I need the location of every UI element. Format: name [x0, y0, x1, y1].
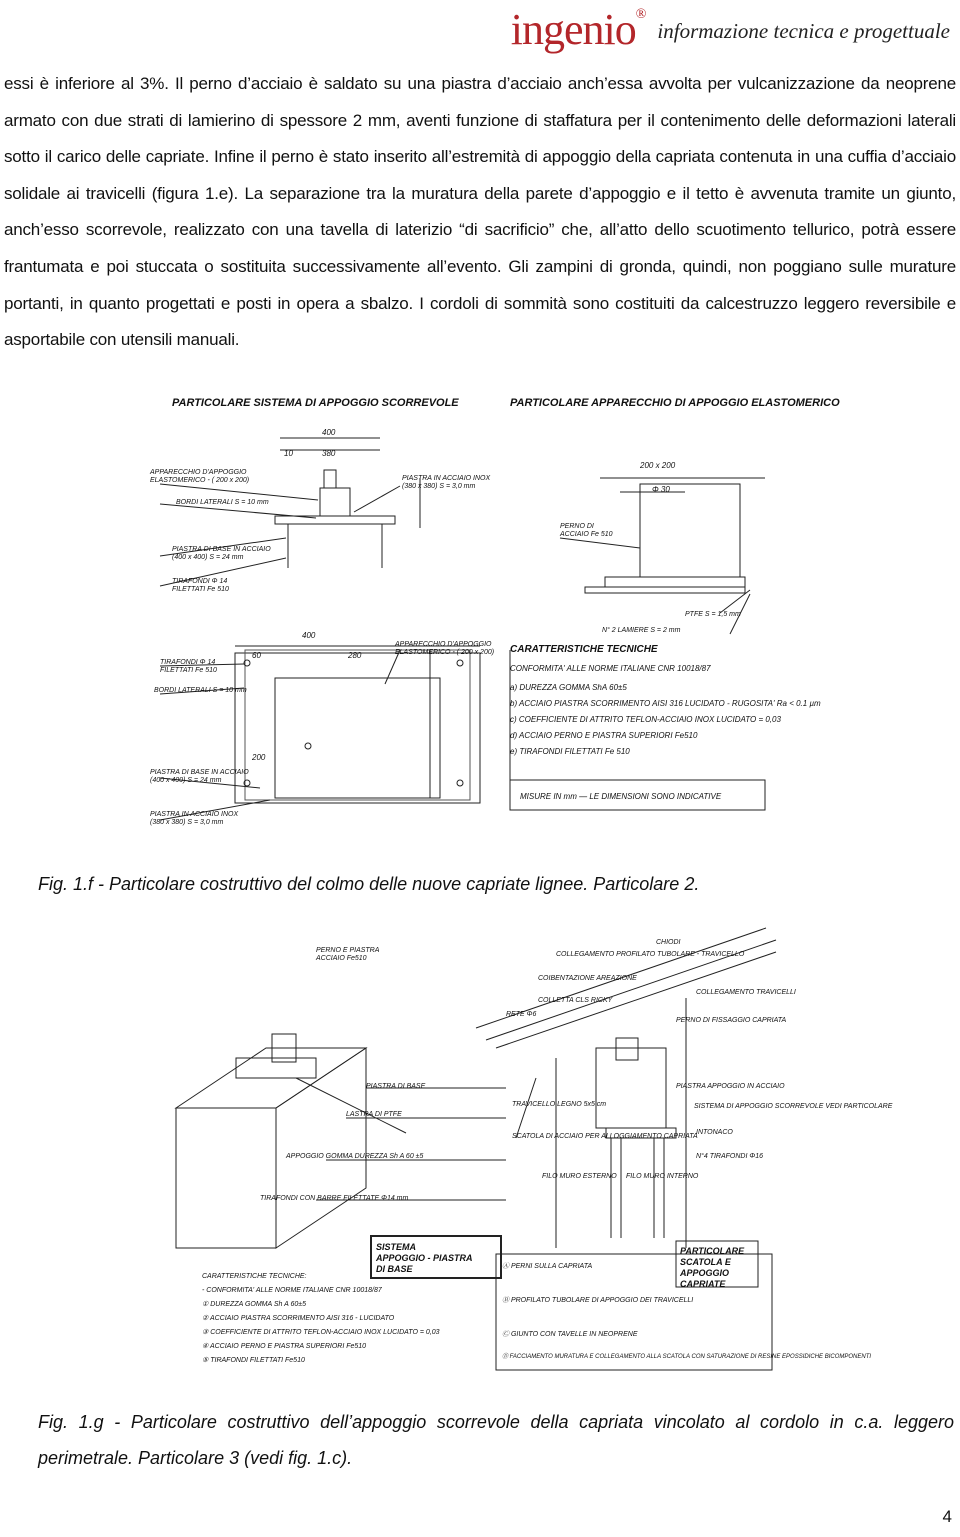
label-scatola-e: SCATOLA E — [680, 1257, 731, 1267]
plan-label-apparecchio: APPARECCHIO D'APPOGGIO — [395, 641, 492, 648]
label-acciaio-fe510: ACCIAIO Fe510 — [316, 955, 367, 962]
label-capriate: CAPRIATE — [680, 1279, 726, 1289]
label-piastra-inox: PIASTRA IN ACCIAIO INOX — [402, 475, 491, 482]
label-sistema-appoggio: SISTEMA DI APPOGGIO SCORREVOLE VEDI PARTICOLARE — [694, 1103, 893, 1110]
label-filo-interno: FILO MURO INTERNO — [626, 1173, 699, 1180]
label-elastomerico: ELASTOMERICO - ( 200 x 200) — [150, 477, 250, 484]
label-apparecchio: APPARECCHIO D'APPOGGIO — [150, 469, 247, 476]
label-piastra-inox-dim: (380 x 380) S = 3,0 mm — [402, 483, 476, 490]
label-gomma: APPOGGIO GOMMA DUREZZA Sh A 60 ±5 — [286, 1153, 424, 1160]
label-note-b: Ⓑ PROFILATO TUBOLARE DI APPOGGIO DEI TRAVICELLI — [502, 1297, 694, 1304]
label-tirafondi: TIRAFONDI CON BARRE FILETTATE Φ14 mm — [260, 1195, 409, 1202]
dim-plan-200: 200 — [252, 753, 266, 762]
dim-plan-400: 400 — [302, 631, 316, 640]
header-tagline: informazione tecnica e progettuale — [657, 19, 950, 43]
label-tirafondi-16: N°4 TIRAFONDI Φ16 — [696, 1153, 764, 1160]
label-note-c: Ⓒ GIUNTO CON TAVELLE IN NEOPRENE — [502, 1331, 638, 1338]
label-caratteristiche: CARATTERISTICHE TECNICHE: — [202, 1273, 307, 1280]
label-coibentazione: COIBENTAZIONE AREAZIONE — [538, 975, 637, 982]
specs-conform: CONFORMITA' ALLE NORME ITALIANE CNR 10018/87 — [510, 664, 711, 673]
label-intonaco: INTONACO — [696, 1129, 733, 1136]
label-collegamento-travicelli: COLLEGAMENTO TRAVICELLI — [696, 989, 796, 996]
label-item-1: ① DUREZZA GOMMA Sh A 60±5 — [202, 1301, 306, 1308]
label-piastra-base-dim: (400 x 400) S = 24 mm — [172, 554, 244, 561]
label-particolare: PARTICOLARE — [680, 1246, 745, 1256]
specs-title: CARATTERISTICHE TECNICHE — [510, 644, 658, 655]
label-piastra-appoggio: PIASTRA APPOGGIO IN ACCIAIO — [676, 1083, 785, 1090]
specs-b: b) ACCIAIO PIASTRA SCORRIMENTO AISI 316 LUCIDATO - RUGOSITA' Ra < 0.1 µm — [510, 699, 821, 708]
specs-e: e) TIRAFONDI FILETTATI Fe 510 — [510, 747, 630, 756]
plan-label-elastomerico: ELASTOMERICO - ( 200 x 200) — [395, 649, 495, 656]
label-appoggio: APPOGGIO — [680, 1268, 730, 1278]
dim-400: 400 — [322, 428, 336, 437]
label-item-4: ④ ACCIAIO PERNO E PIASTRA SUPERIORI Fe510 — [202, 1343, 367, 1350]
plan-label-filettati: FILETTATI Fe 510 — [160, 667, 217, 674]
plan-label-piastra-base-dim: (400 x 400) S = 24 mm — [150, 777, 222, 784]
label-note-d: Ⓓ FACCIAMENTO MURATURA E COLLEGAMENTO ALLA SCATOLA CON SATURAZIONE DI RESINE EPOSSIDICHE BICOMPONENTI — [502, 1354, 872, 1360]
plan-label-piastra-base: PIASTRA DI BASE IN ACCIAIO — [150, 769, 249, 776]
label-travicello: TRAVICELLO LEGNO 5x5 cm — [512, 1101, 607, 1108]
dim-200x200: 200 x 200 — [640, 461, 676, 470]
label-item-2: ② ACCIAIO PIASTRA SCORRIMENTO AISI 316 - LUCIDATO — [202, 1315, 395, 1322]
label-lamiere: N° 2 LAMIERE S = 2 mm — [602, 627, 681, 634]
caption-fig-1g-text: Fig. 1.g - Particolare costruttivo dell’appoggio scorrevole della capriata vincolato al cordolo in c.a. leggero perimetrale. Particolare 3 (vedi fig. 1.c). — [38, 1412, 954, 1468]
figure-1f-drawing — [140, 388, 840, 850]
label-chiodi: CHIODI — [656, 939, 681, 946]
label-di-base: DI BASE — [376, 1264, 413, 1274]
page-number: 4 — [942, 1507, 952, 1526]
page-header — [511, 0, 950, 52]
dim-plan-280: 280 — [348, 651, 362, 660]
label-scatola: SCATOLA DI ACCIAIO PER ALLOGGIAMENTO CAPRIATA — [512, 1133, 698, 1140]
label-item-5: ⑤ TIRAFONDI FILETTATI Fe510 — [202, 1357, 305, 1364]
plan-label-tirafondi: TIRAFONDI Φ 14 — [160, 659, 216, 666]
label-filo-esterno: FILO MURO ESTERNO — [542, 1173, 617, 1180]
ingenio-logo: ingenio® — [510, 5, 646, 54]
specs-c: c) COEFFICIENTE DI ATTRITO TEFLON-ACCIAIO INOX LUCIDATO = 0,03 — [510, 715, 781, 724]
label-item-3: ③ COEFFICIENTE DI ATTRITO TEFLON-ACCIAIO INOX LUCIDATO = 0,03 — [202, 1329, 440, 1336]
label-ptfe: PTFE S = 1,5 mm — [685, 611, 741, 618]
label-perno-piastra: PERNO E PIASTRA — [316, 947, 380, 954]
label-note-a: Ⓐ PERNI SULLA CAPRIATA — [502, 1263, 593, 1270]
label-piastra-base: PIASTRA DI BASE — [366, 1083, 426, 1090]
label-tirafondi: TIRAFONDI Φ 14 — [172, 578, 228, 585]
specs-note: MISURE IN mm — LE DIMENSIONI SONO INDICATIVE — [520, 792, 722, 801]
title-left: PARTICOLARE SISTEMA DI APPOGGIO SCORREVOLE — [172, 397, 459, 409]
title-right: PARTICOLARE APPARECCHIO DI APPOGGIO ELASTOMERICO — [510, 397, 840, 409]
dim-plan-60: 60 — [252, 651, 261, 660]
label-perno: PERNO DI — [560, 523, 594, 530]
caption-fig-1f: Fig. 1.f - Particolare costruttivo del colmo delle nuove capriate lignee. Particolare 2. — [38, 874, 700, 894]
plan-label-bordi: BORDI LATERALI S = 10 mm — [154, 687, 247, 694]
figure-1g-drawing — [176, 938, 893, 1368]
label-ptfe: LASTRA DI PTFE — [346, 1111, 402, 1118]
label-piastra-base: PIASTRA DI BASE IN ACCIAIO — [172, 546, 271, 553]
body-text — [4, 66, 956, 359]
label-appoggio-piastra: APPOGGIO - PIASTRA — [376, 1253, 473, 1263]
dim-380: 380 — [322, 449, 336, 458]
label-collegamento-profilato: COLLEGAMENTO PROFILATO TUBOLARE - TRAVICELLO — [556, 951, 745, 958]
dim-10: 10 — [284, 449, 293, 458]
label-sistema: SISTEMA — [376, 1242, 417, 1252]
label-bordi: BORDI LATERALI S = 10 mm — [176, 499, 269, 506]
label-filettati: FILETTATI Fe 510 — [172, 586, 229, 593]
label-colletta: COLLETTA CLS RICKY — [538, 997, 613, 1004]
label-conformita: - CONFORMITA' ALLE NORME ITALIANE CNR 10018/87 — [202, 1287, 382, 1294]
dim-30: Φ 30 — [652, 485, 670, 494]
label-rete: RETE Φ6 — [506, 1011, 537, 1018]
plan-label-piastra-inox-dim: (380 x 380) S = 3,0 mm — [150, 819, 224, 826]
plan-label-piastra-inox: PIASTRA IN ACCIAIO INOX — [150, 811, 239, 818]
label-perno-fissaggio: PERNO DI FISSAGGIO CAPRIATA — [676, 1017, 787, 1024]
body-paragraph: essi è inferiore al 3%. Il perno d’acciaio è saldato su una piastra d’acciaio anch’essa avvolta per vulcanizzazione da neoprene armato con due strati di lamierino di spessore 2 mm, aventi funzione di staffatura per il contenimento delle deformazioni laterali sotto il carico delle capriate. Infine il perno è stato inserito all’estremità di appoggio della capriata contenuta in una cuffia d’acciaio solidale ai travicelli (figura 1.e). La separazione tra la muratura della parete d’appoggio e il tetto è avvenuta tramite un giunto, anch’esso scorrevole, realizzato con una tavella di laterizio “di sacrificio” che, all’atto dello scuotimento tellurico, potrà essere frantumata e poi stuccata o sostituita successivamente all’evento. Gli zampini di gronda, quindi, non poggiano sulle murature portanti, in quanto progettati e posti in opera a sbalzo. I cordoli di sommità sono costituiti da calcestruzzo leggero reversibile e asportabile con utensili manuali. — [4, 74, 956, 350]
specs-a: a) DUREZZA GOMMA ShA 60±5 — [510, 683, 627, 692]
specs-d: d) ACCIAIO PERNO E PIASTRA SUPERIORI Fe510 — [510, 731, 698, 740]
label-perno-acciaio: ACCIAIO Fe 510 — [560, 531, 613, 538]
caption-fig-1g — [38, 1404, 954, 1476]
